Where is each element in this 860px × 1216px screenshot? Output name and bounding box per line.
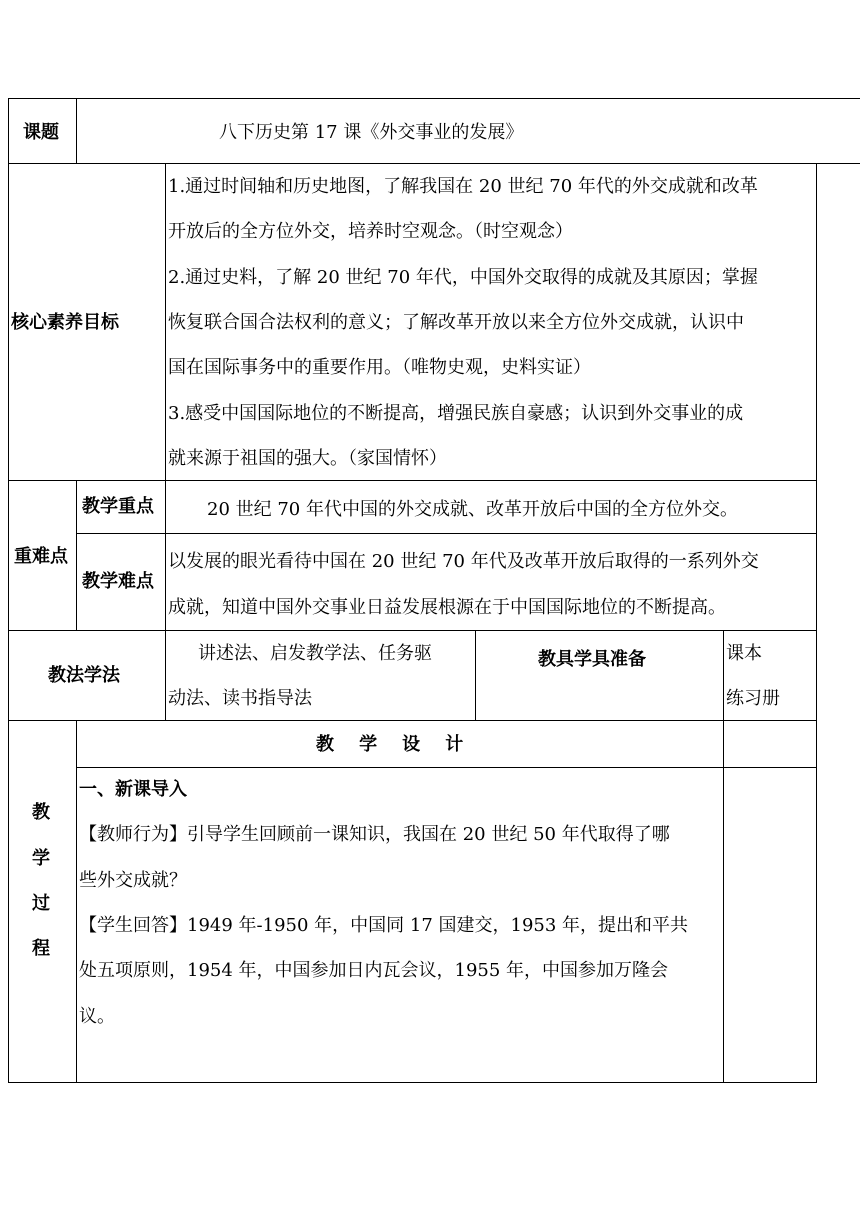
focus-text: 20 世纪 70 年代中国的外交成就、改革开放后中国的全方位外交。 — [207, 499, 738, 520]
table-divider-goals — [165, 163, 166, 481]
table-border-methods-bottom — [8, 720, 817, 721]
table-divider-process-right — [723, 720, 724, 1083]
difficulty-line: 以发展的眼光看待中国在 20 世纪 70 年代及改革开放后取得的一系列外交 — [168, 551, 759, 572]
student-line: 处五项原则，1954 年，中国参加日内瓦会议，1955 年，中国参加万隆会 — [79, 960, 669, 981]
goal-line: 恢复联合国合法权利的意义；了解改革开放以来全方位外交成就，认识中 — [168, 312, 744, 333]
table-border-top — [8, 98, 860, 99]
goal-line: 1.通过时间轴和历史地图，了解我国在 20 世纪 70 年代的外交成就和改革 — [168, 176, 758, 197]
process-label-char: 教 — [32, 802, 50, 823]
table-border-left — [8, 98, 9, 1083]
difficulty-line: 成就，知道中国外交事业日益发展根源在于中国国际地位的不断提高。 — [168, 597, 726, 618]
design-title: 教 学 设 计 — [316, 734, 464, 755]
goal-line: 2.通过史料，了解 20 世纪 70 年代，中国外交取得的成就及其原因；掌握 — [168, 267, 758, 288]
lesson-title: 八下历史第 17 课《外交事业的发展》 — [219, 122, 524, 143]
goal-line: 就来源于祖国的强大。（家国情怀） — [168, 448, 447, 469]
table-border-design-title-bottom — [76, 767, 817, 768]
table-border-focus-bottom — [76, 533, 817, 534]
table-border-header-bottom — [8, 163, 860, 164]
table-divider-process — [76, 720, 77, 1083]
table-border-bottom — [8, 1082, 817, 1083]
table-divider-keypoints-a — [76, 480, 77, 631]
goals-label: 核心素养目标 — [11, 312, 119, 333]
focus-label: 教学重点 — [82, 496, 154, 517]
table-divider-methods-b — [475, 630, 476, 721]
student-line: 议。 — [79, 1006, 115, 1027]
methods-label: 教法学法 — [48, 665, 120, 686]
table-border-goals-bottom — [8, 480, 817, 481]
goal-line: 开放后的全方位外交，培养时空观念。（时空观念） — [168, 221, 573, 242]
tools-item: 练习册 — [726, 688, 780, 709]
difficulty-label: 教学难点 — [82, 571, 154, 592]
table-divider-header — [76, 98, 77, 164]
process-label-char: 过 — [32, 893, 50, 914]
goal-line: 国在国际事务中的重要作用。（唯物史观，史料实证） — [168, 357, 591, 378]
tools-label: 教具学具准备 — [538, 649, 646, 670]
teacher-line: 【教师行为】引导学生回顾前一课知识，我国在 20 世纪 50 年代取得了哪 — [79, 824, 670, 845]
table-divider-methods-c — [723, 630, 724, 721]
table-divider-methods-a — [165, 630, 166, 721]
methods-line: 动法、读书指导法 — [168, 688, 312, 709]
tools-item: 课本 — [726, 643, 762, 664]
student-line: 【学生回答】1949 年-1950 年，中国同 17 国建交，1953 年，提出和平共 — [79, 915, 689, 936]
process-label-char: 学 — [32, 848, 50, 869]
header-label: 课题 — [23, 122, 59, 143]
methods-line: 讲述法、启发教学法、任务驱 — [198, 643, 432, 664]
table-divider-keypoints-b — [165, 480, 166, 631]
teacher-line: 些外交成就？ — [79, 870, 187, 891]
process-label-char: 程 — [32, 938, 50, 959]
keypoints-label: 重难点 — [14, 546, 68, 567]
goal-line: 3.感受中国国际地位的不断提高，增强民族自豪感；认识到外交事业的成 — [168, 403, 744, 424]
table-border-keypoints-bottom — [8, 630, 817, 631]
table-border-right — [816, 163, 817, 1083]
section-title: 一、新课导入 — [79, 779, 187, 800]
